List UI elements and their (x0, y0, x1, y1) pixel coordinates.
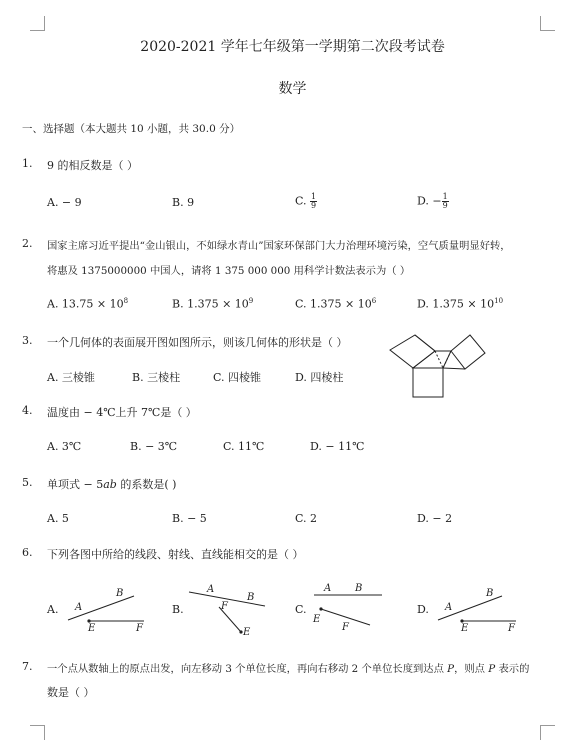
option-a: A. (47, 603, 59, 616)
option-c: C. $\frac{1}{9}$ (295, 192, 317, 210)
figure-c (310, 580, 400, 635)
label-f: F (136, 623, 143, 634)
option-a: A. 3℃ (47, 440, 82, 453)
label-f: F (508, 623, 515, 634)
crop-mark-top-left (30, 16, 45, 31)
figure-a (62, 585, 152, 634)
option-c: C. 2 (295, 512, 318, 525)
option-d: D. (417, 603, 429, 616)
option-b: B. $1.375 \times 10^9$ (172, 297, 254, 311)
option-b: B. 9 (172, 196, 195, 209)
option-b: B. − 5 (172, 512, 207, 525)
option-c: C. 11℃ (223, 440, 265, 453)
label-a: A (324, 583, 332, 594)
figure-b (185, 580, 275, 638)
question-text-line1: 国家主席习近平提出“金山银山，不如绿水青山”国家环保部门大力治理环境污染，空气质量明显好转， (47, 240, 511, 252)
question-number: 2. (22, 237, 33, 250)
question-number: 4. (22, 404, 33, 417)
option-c: C. (295, 603, 307, 616)
question-text-line1: 一个点从数轴上的原点出发，向左移动 3 个单位长度，再向右移动 2 个单位长度到达点 P，则点 P 表示的 (47, 663, 530, 675)
net-left-triangle (413, 351, 451, 368)
option-a: A. − 9 (47, 196, 82, 209)
question-text: 单项式 − 5ab 的系数是( ) (47, 478, 177, 491)
label-e: E (461, 623, 469, 634)
label-e: E (243, 627, 251, 638)
figure-d (432, 585, 522, 634)
net-figure (385, 325, 495, 400)
option-c: C. $1.375 \times 10^6$ (295, 297, 377, 311)
option-b: B. (172, 603, 184, 616)
label-f: F (342, 622, 349, 633)
fraction: $\frac{1}{9}$ (311, 192, 317, 210)
net-right-square (451, 335, 485, 369)
question-text: 9 的相反数是（ ） (47, 159, 138, 172)
question-number: 3. (22, 334, 33, 347)
section-title: 一、选择题（本大题共 10 小题，共 30.0 分） (22, 123, 241, 135)
question-text: 一个几何体的表面展开图如图所示，则该几何体的形状是（ ） (47, 336, 348, 349)
label-a: A (75, 602, 83, 613)
option-a: A. 5 (47, 512, 69, 525)
net-bottom-square (413, 368, 443, 397)
question-number: 7. (22, 660, 33, 673)
option-a: A. 三棱锥 (47, 371, 95, 384)
option-d: D. $1.375 \times 10^{10}$ (417, 297, 504, 311)
label-b: B (486, 588, 494, 599)
crop-mark-bottom-right (540, 725, 555, 740)
question-text-line2: 数是（ ） (47, 686, 95, 699)
label-e: E (313, 614, 321, 625)
fraction: $\frac{1}{9}$ (442, 192, 448, 210)
option-d: D. − 11℃ (310, 440, 365, 453)
option-d: D. 四棱柱 (295, 371, 344, 384)
label-f: F (221, 601, 228, 612)
question-number: 1. (22, 157, 33, 170)
label-b: B (355, 583, 363, 594)
label-e: E (88, 623, 96, 634)
question-number: 5. (22, 476, 33, 489)
question-text: 温度由 − 4℃上升 7℃是（ ） (47, 406, 197, 419)
option-d: D. − 2 (417, 512, 453, 525)
option-b: B. − 3℃ (130, 440, 178, 453)
label-b: B (116, 588, 124, 599)
crop-mark-top-right (540, 16, 555, 31)
option-d: D. − $\frac{1}{9}$ (417, 192, 448, 210)
exam-title: 2020-2021 学年七年级第一学期第二次段考试卷 (140, 39, 445, 55)
label-a: A (445, 602, 453, 613)
question-text-line2: 将惠及 1375000000 中国人，请将 1 375 000 000 用科学计数法表示为（ ） (47, 265, 411, 277)
option-a: A. $13.75 \times 10^8$ (47, 297, 129, 311)
question-text: 下列各图中所给的线段、射线、直线能相交的是（ ） (47, 548, 304, 561)
label-a: A (207, 584, 215, 595)
exam-subject: 数学 (278, 81, 307, 97)
option-c: C. 四棱锥 (213, 371, 262, 384)
crop-mark-bottom-left (30, 725, 45, 740)
option-b: B. 三棱柱 (132, 371, 181, 384)
label-b: B (247, 592, 255, 603)
question-number: 6. (22, 546, 33, 559)
net-left-square (390, 335, 435, 368)
